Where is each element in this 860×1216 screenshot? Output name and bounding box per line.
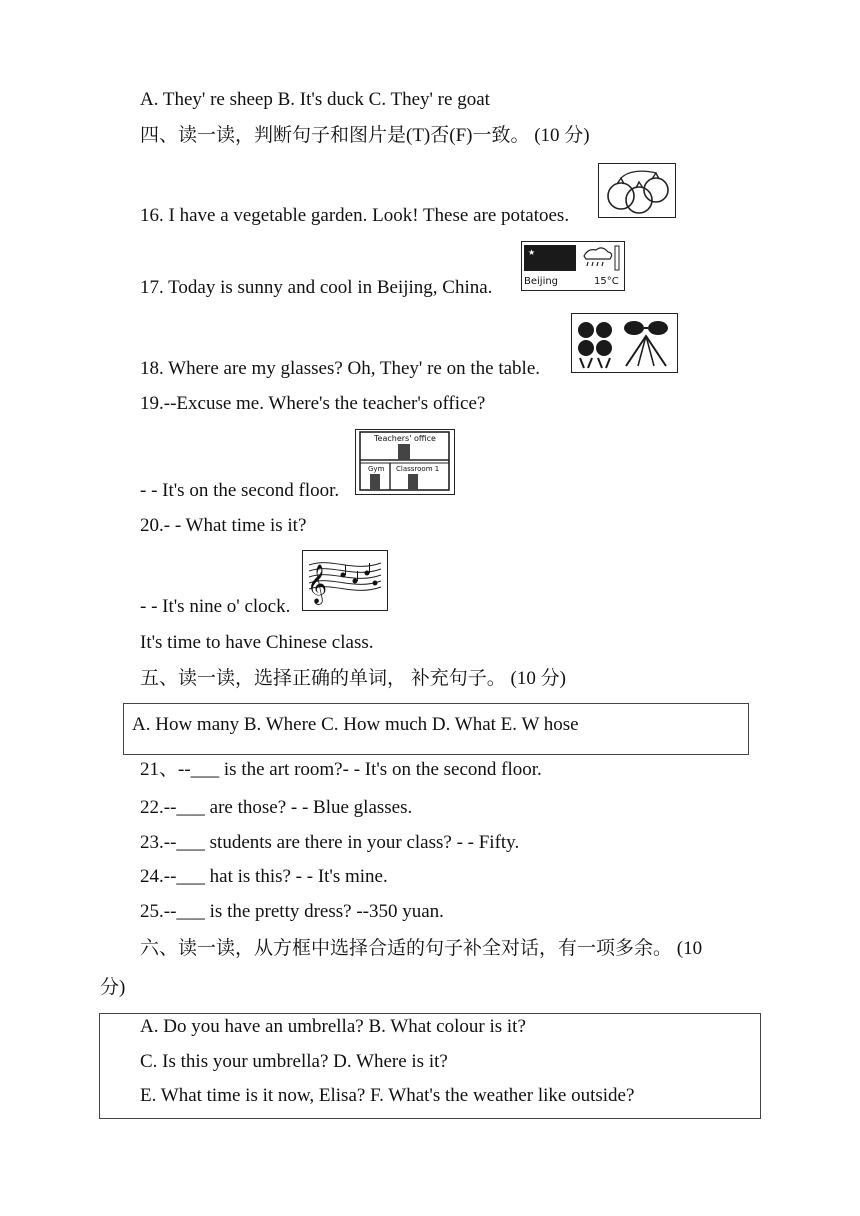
q20-answer: - - It's nine o' clock. bbox=[140, 596, 291, 617]
q19-question: 19.--Excuse me. Where's the teacher's office? bbox=[140, 393, 486, 414]
tomatoes-icon bbox=[598, 163, 676, 218]
temperature-label: 15°C bbox=[594, 276, 619, 287]
q23-text: 23.--___ students are there in your class? - - Fifty. bbox=[140, 832, 520, 853]
section6-option-row-2: C. Is this your umbrella? D. Where is it? bbox=[140, 1051, 448, 1072]
svg-text:★: ★ bbox=[528, 248, 536, 257]
beijing-weather-icon bbox=[521, 241, 625, 291]
q21-text: 21、--___ is the art room?- - It's on the second floor. bbox=[140, 759, 542, 780]
svg-text:𝄞: 𝄞 bbox=[307, 564, 328, 604]
beijing-label: Beijing bbox=[524, 276, 559, 287]
q25-text: 25.--___ is the pretty dress? --350 yuan. bbox=[140, 901, 444, 922]
section6-option-row-3: E. What time is it now, Elisa? F. What's the weather like outside? bbox=[140, 1085, 635, 1106]
gym-label: Gym bbox=[368, 465, 385, 473]
q22-text: 22.--___ are those? - - Blue glasses. bbox=[140, 797, 413, 818]
section5-heading: 五、读一读，选择正确的单词， 补充句子。 (10 分) bbox=[140, 668, 566, 689]
section6-heading-line1: 六、读一读，从方框中选择合适的句子补全对话，有一项多余。 (10 bbox=[140, 938, 703, 959]
building-icon bbox=[355, 429, 455, 495]
q17-text: 17. Today is sunny and cool in Beijing, China. bbox=[140, 277, 493, 298]
teachers-office-label: Teachers' office bbox=[374, 434, 436, 443]
q20-extra: It's time to have Chinese class. bbox=[140, 632, 374, 653]
q20-question: 20.- - What time is it? bbox=[140, 515, 307, 536]
section6-option-row-1: A. Do you have an umbrella? B. What colour is it? bbox=[140, 1016, 526, 1037]
classroom-label: Classroom 1 bbox=[396, 465, 440, 473]
section6-heading-line2: 分) bbox=[100, 977, 126, 998]
q16-text: 16. I have a vegetable garden. Look! These are potatoes. bbox=[140, 205, 570, 226]
q24-text: 24.--___ hat is this? - - It's mine. bbox=[140, 866, 388, 887]
q18-text: 18. Where are my glasses? Oh, They' re on the table. bbox=[140, 358, 541, 379]
section4-heading: 四、读一读，判断句子和图片是(T)否(F)一致。 (10 分) bbox=[140, 125, 590, 146]
q15-options: A. They' re sheep B. It's duck C. They' re goat bbox=[140, 89, 490, 110]
q19-answer: - - It's on the second floor. bbox=[140, 480, 340, 501]
music-icon bbox=[302, 550, 388, 611]
glasses-icon bbox=[571, 313, 678, 373]
section5-options: A. How many B. Where C. How much D. What E. W hose bbox=[132, 714, 579, 735]
